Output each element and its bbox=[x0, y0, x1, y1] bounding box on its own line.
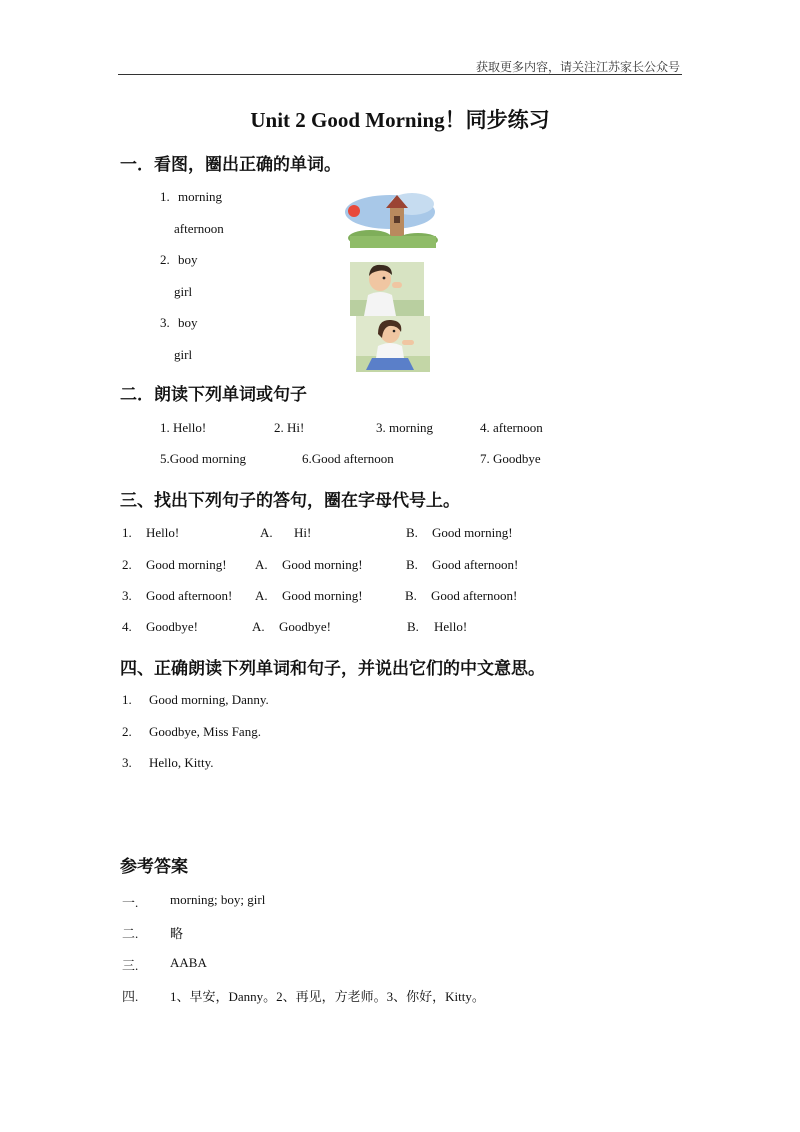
answers-heading: 参考答案 bbox=[120, 857, 188, 877]
boy-image bbox=[350, 262, 424, 316]
s3-row1-question: Hello! bbox=[146, 525, 180, 540]
girl-image bbox=[356, 316, 430, 372]
s2-r2-item2: 6.Good afternoon bbox=[302, 451, 394, 466]
s2-r2-item3: 7. Goodbye bbox=[480, 451, 541, 466]
s1-item2-opt1: boy bbox=[178, 252, 198, 267]
s1-item2-num: 2. bbox=[160, 252, 170, 267]
s3-row1-b-label: B. bbox=[406, 525, 418, 540]
s3-row3-a-label: A. bbox=[255, 588, 268, 603]
s3-row1-b-text: Good morning! bbox=[432, 525, 513, 540]
s3-row4-question: Goodbye! bbox=[146, 619, 198, 634]
answer1-label: 一. bbox=[122, 895, 139, 910]
s1-item3-num: 3. bbox=[160, 315, 170, 330]
s3-row3-num: 3. bbox=[122, 588, 132, 603]
s1-item1-opt2: afternoon bbox=[174, 221, 224, 236]
s1-item1-opt1: morning bbox=[178, 189, 223, 204]
answer4-text: 1、早安，Danny。2、再见，方老师。3、你好，Kitty。 bbox=[170, 989, 485, 1004]
s3-row2-a-label: A. bbox=[255, 557, 268, 572]
s3-row3-question: Good afternoon! bbox=[146, 588, 233, 603]
s3-row3-b-label: B. bbox=[405, 588, 417, 603]
s4-row3-text: Hello, Kitty. bbox=[149, 755, 214, 770]
s3-row4-a-text: Goodbye! bbox=[279, 619, 331, 634]
answer1-text: morning; boy; girl bbox=[170, 892, 266, 907]
answer2-text: 略 bbox=[170, 926, 184, 941]
section1-heading: 一．看图，圈出正确的单词。 bbox=[120, 155, 341, 175]
s2-r1-item2: 2. Hi! bbox=[274, 420, 305, 435]
answer4-label: 四. bbox=[122, 989, 139, 1004]
header-note: 获取更多内容，请关注江苏家长公众号 bbox=[475, 60, 680, 74]
s2-r1-item3: 3. morning bbox=[376, 420, 434, 435]
s2-r1-item4: 4. afternoon bbox=[480, 420, 543, 435]
s4-row2-num: 2. bbox=[122, 724, 132, 739]
s3-row3-a-text: Good morning! bbox=[282, 588, 363, 603]
s4-row1-num: 1. bbox=[122, 692, 132, 707]
page-title: Unit 2 Good Morning！同步练习 bbox=[250, 108, 550, 132]
s1-item2-opt2: girl bbox=[174, 284, 193, 299]
section2-heading: 二．朗读下列单词或句子 bbox=[120, 385, 307, 405]
answer3-label: 三. bbox=[122, 958, 139, 973]
s3-row4-a-label: A. bbox=[252, 619, 265, 634]
answer2-label: 二. bbox=[122, 926, 139, 941]
header-divider bbox=[118, 74, 682, 75]
s3-row2-a-text: Good morning! bbox=[282, 557, 363, 572]
s1-item3-opt1: boy bbox=[178, 315, 198, 330]
s3-row2-b-text: Good afternoon! bbox=[432, 557, 519, 572]
building-scene-image bbox=[340, 190, 446, 248]
s2-r2-item1: 5.Good morning bbox=[160, 451, 246, 466]
s3-row2-question: Good morning! bbox=[146, 557, 227, 572]
s3-row1-a-label: A. bbox=[260, 525, 273, 540]
s3-row4-b-text: Hello! bbox=[434, 619, 468, 634]
s3-row4-num: 4. bbox=[122, 619, 132, 634]
s1-item3-opt2: girl bbox=[174, 347, 193, 362]
s4-row3-num: 3. bbox=[122, 755, 132, 770]
section4-heading: 四、正确朗读下列单词和句子，并说出它们的中文意思。 bbox=[120, 659, 545, 679]
s3-row1-a-text: Hi! bbox=[294, 525, 312, 540]
s2-r1-item1: 1. Hello! bbox=[160, 420, 207, 435]
answer3-text: AABA bbox=[170, 955, 207, 970]
s3-row2-num: 2. bbox=[122, 557, 132, 572]
s1-item1-num: 1. bbox=[160, 189, 170, 204]
section3-heading: 三、找出下列句子的答句，圈在字母代号上。 bbox=[120, 491, 460, 511]
s3-row4-b-label: B. bbox=[407, 619, 419, 634]
s3-row2-b-label: B. bbox=[406, 557, 418, 572]
s4-row2-text: Goodbye, Miss Fang. bbox=[149, 724, 261, 739]
s4-row1-text: Good morning, Danny. bbox=[149, 692, 269, 707]
s3-row1-num: 1. bbox=[122, 525, 132, 540]
s3-row3-b-text: Good afternoon! bbox=[431, 588, 518, 603]
